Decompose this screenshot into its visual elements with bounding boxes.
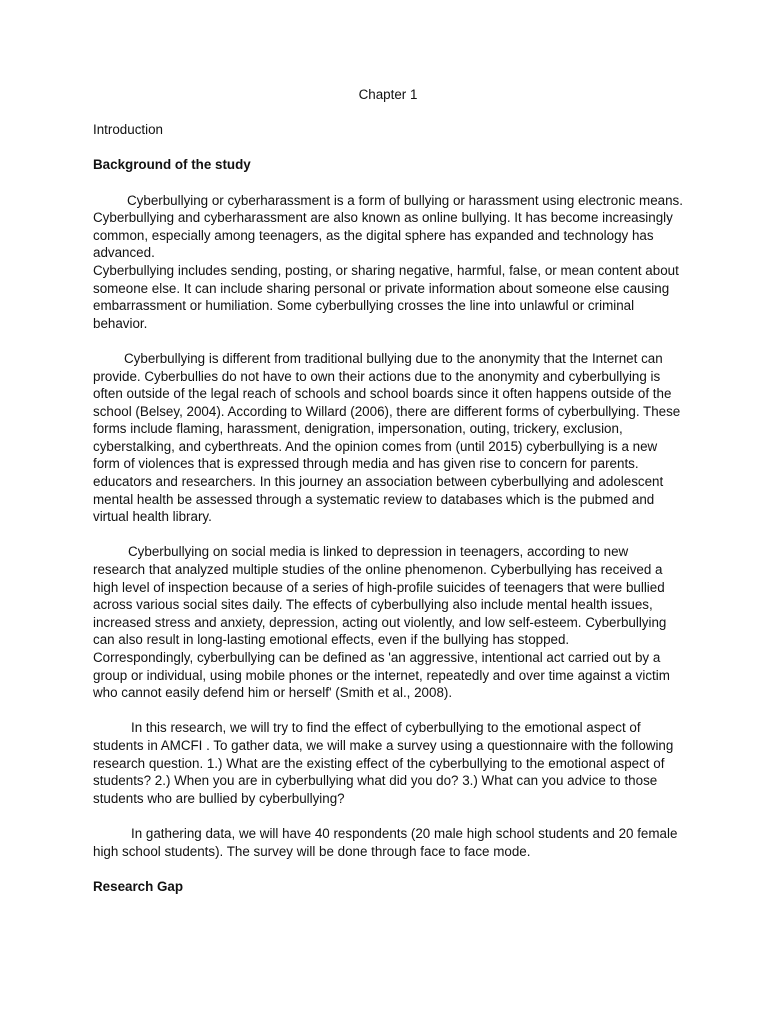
paragraph-definition: Cyberbullying or cyberharassment is a form of bullying or harassment using electronic means. Cyberbullying and cyberharassment are also known as online bullying. It has become increasingly common, especially among teenagers, as the digital sphere has expanded and technology has advanced.	[93, 192, 683, 261]
background-heading: Background of the study	[93, 157, 251, 173]
paragraph-gap	[93, 860, 683, 878]
research-gap-heading: Research Gap	[93, 878, 184, 894]
paragraph-gap	[93, 332, 683, 350]
paragraph-gathering-data: In gathering data, we will have 40 respondents (20 male high school students and 20 female high school students). The survey will be done through face to face mode.	[93, 825, 678, 859]
paragraph-gap	[93, 526, 683, 544]
paragraph-correspondingly: Correspondingly, cyberbullying can be defined as 'an aggressive, intentional act carried out by a group or individual, using mobile phones or the internet, repeatedly and over time against a victim who cannot easily defend him or herself' (Smith et al., 2008).	[93, 650, 670, 701]
paragraph-social-media: Cyberbullying on social media is linked to depression in teenagers, according to new research that analyzed multiple studies of the online phenomenon. Cyberbullying has received a high level of inspection because of a series of high-profile suicides of teenagers that were bullied across various social sites daily. The effects of cyberbullying also include mental health issues, increased stress and anxiety, depression, acting out violently, and low self-esteem. Cyberbullying can also result in long-lasting emotional effects, even if the bullying has stopped.	[93, 544, 667, 648]
chapter-title: Chapter 1	[358, 87, 418, 102]
paragraph-difference: Cyberbullying is different from traditional bullying due to the anonymity that the Internet can provide. Cyberbullies do not have to own their actions due to the anonymity and cyberbullying is often outside of the legal reach of schools and school boards since it often happens outside of the school (Belsey, 2004). According to Willard (2006), there are different forms of cyberbullying. These forms include flaming, harassment, denigration, impersonation, outing, trickery, exclusion, cyberstalking, and cyberthreats. And the opinion comes from (until 2015) cyberbullying is a new form of violences that is expressed through media and has given rise to concern for parents. educators and researchers. In this journey an association between cyberbullying and adolescent mental health be assessed through a systematic review to databases which is the pubmed and virtual health library.	[93, 350, 681, 525]
introduction-label: Introduction	[93, 122, 163, 138]
paragraph-research: In this research, we will try to find the effect of cyberbullying to the emotional aspect of students in AMCFI . To gather data, we will make a survey using a questionnaire with the following research question. 1.) What are the existing effect of the cyberbullying to the emotional aspect of students? 2.) When you are in cyberbullying what did you do? 3.) What can you advice to those students who are bullied by cyberbullying?	[93, 720, 674, 806]
paragraph-gap	[93, 807, 683, 825]
paragraph-includes: Cyberbullying includes sending, posting, or sharing negative, harmful, false, or mean content about someone else. It can include sharing personal or private information about someone else causing embarrassment or humiliation. Some cyberbullying crosses the line into unlawful or criminal behavior.	[93, 262, 679, 331]
paragraph-gap	[93, 702, 683, 720]
document-page	[93, 86, 683, 913]
